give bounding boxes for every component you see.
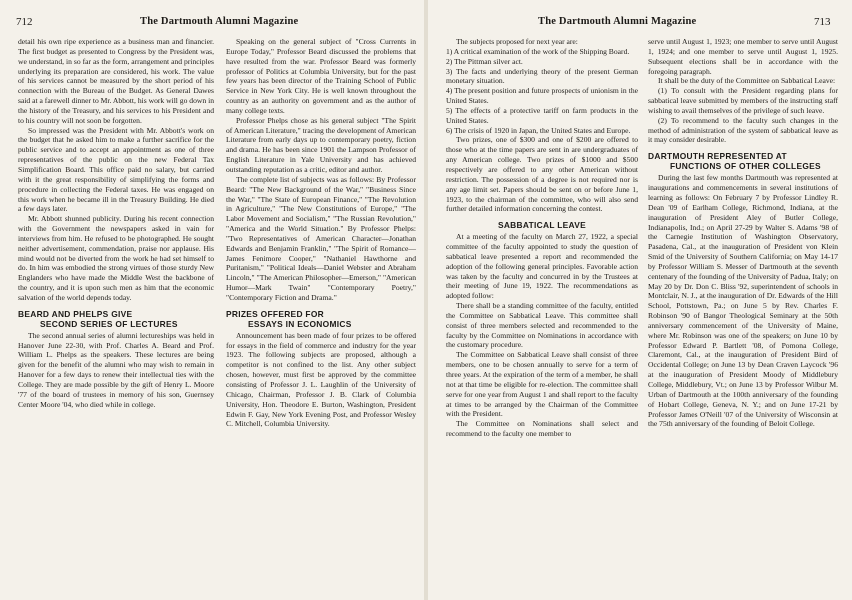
left-column-1 — [18, 37, 214, 410]
paragraph: Mr. Abbott shunned publicity. During his recent connection with the Government the newspapers asked in vain for interviews from him. He refused to be photographed. He sought neither advertisement, commendation, praise nor applause. His mind would not be diverted from the work he had set himself to do. In him was embodied the strong virtues of those sturdy New Englanders who have made the Middle West the backbone of the country, and it is upon such men as him that the economic salvation of the world depends today. — [18, 214, 214, 302]
list-item: 4) The present position and future prospects of unionism in the United States. — [446, 86, 638, 106]
list-item: 3) The facts and underlying theory of the present German monetary situation. — [446, 66, 638, 86]
paragraph: Professor Phelps chose as his general subject "The Spirit of American Literature," tracing the development of American Literature from early days up to contemporary poetry, fiction and drama. He has been since 1901 the Lampson Professor of English Literature in Yale University and has achieved outstanding reputation as a critic, editor and author. — [226, 115, 416, 174]
paragraph: Two prizes, one of $300 and one of $200 are offered to those who at the time papers are sent in are undergraduates of any American college. Two prizes of $1000 and $500 respectively are offered to any other American without restriction. The possession of a degree is not required nor is any age limit set. Papers should be sent on or before June 1, 1923, to the chairman of the committee, who will also send further detailed information concerning the contest. — [446, 135, 638, 214]
paragraph: So impressed was the President with Mr. Abbott's work on the budget that he asked him to make a further sacrifice for the public service and to accept an appointment as one of three representatives of the public on the new Federal Tax Simplification Board. This office paid no salary, but carried with it the great responsibility of simplifying the forms and procedure in collecting the Federal taxes. He was engaged on this work when he became ill in the Treasury Building. He died a few days later. — [18, 125, 214, 214]
list-item: 5) The effects of a protective tariff on farm products in the United States. — [446, 105, 638, 125]
section-heading: PRIZES OFFERED FOR ESSAYS IN ECONOMICS — [226, 308, 352, 329]
section-heading: SABBATICAL LEAVE — [497, 220, 587, 231]
paragraph: (2) To recommend to the faculty such changes in the method of administration of the system of sabbatical leave as it may consider desirable. — [648, 115, 838, 145]
list-item: 1) A critical examination of the work of the Shipping Board. — [446, 46, 630, 56]
right-page — [426, 0, 852, 600]
running-head: The Dartmouth Alumni Magazine — [538, 16, 697, 27]
section-heading: BEARD AND PHELPS GIVE SECOND SERIES OF LECTURES — [18, 308, 178, 329]
running-head: The Dartmouth Alumni Magazine — [140, 16, 299, 27]
paragraph: Announcement has been made of four prizes to be offered for essays in the field of commerce and industry for the year 1923. The following subjects are proposed, although a competitor is not confined to the list. Any other subject chosen, however, must first be approved by the committee consisting of Professor J. L. Laughlin of the University of Chicago, Chairman, Professor J. B. Clark of Columbia University, Hon. Theodore E. Burton, Washington, President Edwin F. Gay, New York Evening Post, and Professor Wesley C. Mitchell, Columbia University. — [226, 330, 416, 429]
paragraph: serve until August 1, 1923; one member to serve until August 1, 1924; and one member to serve until August 1, 1925. Subsequent elections shall be in accordance with the foregoing paragraph. — [648, 37, 838, 76]
section-heading: DARTMOUTH REPRESENTED AT FUNCTIONS OF OTHER COLLEGES — [648, 151, 821, 172]
page-number: 712 — [16, 16, 33, 28]
left-column-2 — [226, 37, 416, 429]
paragraph: Speaking on the general subject of "Cross Currents in Europe Today," Professor Beard discussed the problems that have resulted from the war. Professor Beard was formerly professor of Politics at Columbia University, but for the past few years has been director of the Training School of Public Service in New York City. He is well known throughout the country as an authority on government and as the author of many college texts. — [226, 37, 416, 115]
paragraph: The second annual series of alumni lectureships was held in Hanover June 22-30, with Prof. Charles A. Beard and Prof. William L. Phelps as the speakers. These lectures are being given for the benefit of the alumni who may wish to remain in Hanover for a few days to renew their intellectual ties with the College. They are made possible by the gift of Henry L. Moore '77 of the board of trustees in memory of his son, Guernsey Center Moore '04, who died while in college. — [18, 330, 214, 409]
paragraph: (1) To consult with the President regarding plans for sabbatical leave submitted by members of the instructing staff wishing to avail themselves of the privilege of such leave. — [648, 86, 838, 115]
right-column-1 — [446, 37, 638, 439]
right-column-2 — [648, 37, 838, 429]
paragraph: There shall be a standing committee of the faculty, entitled the Committee on Sabbatical Leave. This committee shall consist of three members selected and recommended to the faculty by the Committee on Nominations in accordance with the customary procedure. — [446, 301, 638, 350]
list-item: 2) The Pittman silver act. — [446, 56, 523, 66]
list-item: 6) The crisis of 1920 in Japan, the United States and Europe. — [446, 125, 631, 135]
paragraph: The Committee on Nominations shall select and recommend to the faculty one member to — [446, 419, 638, 439]
paragraph: It shall be the duty of the Committee on Sabbatical Leave: — [658, 76, 836, 86]
paragraph: The subjects proposed for next year are: — [456, 37, 578, 46]
paragraph: At a meeting of the faculty on March 27, 1922, a special committee of the faculty appointed to study the question of sabbatical leave presented a report and recommended the adoption of the following general principles. Favorable action was taken by the faculty and concurred in by the Trustees at their meeting of June 19, 1922. The recommendations as adopted follow: — [446, 232, 638, 301]
paragraph: The Committee on Sabbatical Leave shall consist of three members, one to be chosen annually to serve for a term of three years. At the expiration of the term of a member, he shall not at that time be eligible for re-election. The committee shall serve for one year from August 1 and shall report to the faculty at times to be arranged by the Chairman of the Committee with the President. — [446, 350, 638, 419]
paragraph: During the last few months Dartmouth was represented at inaugurations and commencements in several institutions of learning as follows: On February 7 by Professor Lindley R. Dean '09 of Earlham College, Richmond, Indiana, at the inauguration of President Aley of Butler College, Indianapolis, Ind.; on April 27-29 by Walter S. Adams '98 of the Carnegie Institution of Washington Observatory, Pasadena, Cal., at the inauguration of President von Klein Smid of the University of Southern California; on May 14-17 by Professor William S. Messer of Dartmouth at the seventh centenary of the founding of the University of Padua, Italy; on May 20 by Dr. Don C. Bliss '92, superintendent of schools in Montclair, N. J., at the inauguration of Dr. Edwards of the Hill School, Pottstown, Pa.; on June 5 by Rev. Charles F. Robinson '90 of Bangor Theological Seminary at the 50th anniversary commencement of the University of Maine, where Mr. Robinson was one of the speakers; on June 10 by Professor Edward P. Bartlett '08, of Pomona College, Claremont, Cal., at the inauguration of President Bird of Occidental College; on June 13 by Dean Craven Laycock '96 at the inauguration of President Moody of Middlebury College, Middlebury, Vt.; on June 13 by Professor Wilbur M. Urban of Dartmouth at the 100th anniversary of the founding of Hobart College, Geneva, N. Y.; and on June 17-21 by Professor James O'Neill '07 of the University of Wisconsin at the 75th anniversary of the founding of Beloit College. — [648, 173, 838, 429]
subject-list — [446, 47, 638, 136]
page-number: 713 — [814, 16, 831, 28]
paragraph: The complete list of subjects was as follows: By Professor Beard: "The New Background of the War," "Business Since the War," "The State of European Finance," "The Revolution in Agriculture," "The New Constitutions of Europe," "The Labor Movement and Socialism," "The Russian Revolution," "America and the World Situation." By Professor Phelps: "Two Representatives of American Character—Jonathan Edwards and Benjamin Franklin," "The Spirit of Romance—James Fenimore Cooper," "Nathaniel Hawthorne and Puritanism," "Political Ideals—Daniel Webster and Abraham Lincoln," "The American Philosopher—Emerson," "American Humor—Mark Twain" "Contemporary Poetry," "Contemporary Fiction and Drama." — [226, 174, 416, 302]
paragraph: detail his own ripe experience as a business man and financier. The first budget as presented to Congress by the President was, we understand, in so far as the form, arrangement and principles underlying its preparation are considered, his work. The value of his services cannot be measured by the short period of his connection with the Bureau of the Budget. As General Dawes said at a farewell dinner to Mr. Abbott, his work will go down in the history of the Treasury, and his services to his President and to his country will not soon be forgotten. — [18, 37, 214, 125]
